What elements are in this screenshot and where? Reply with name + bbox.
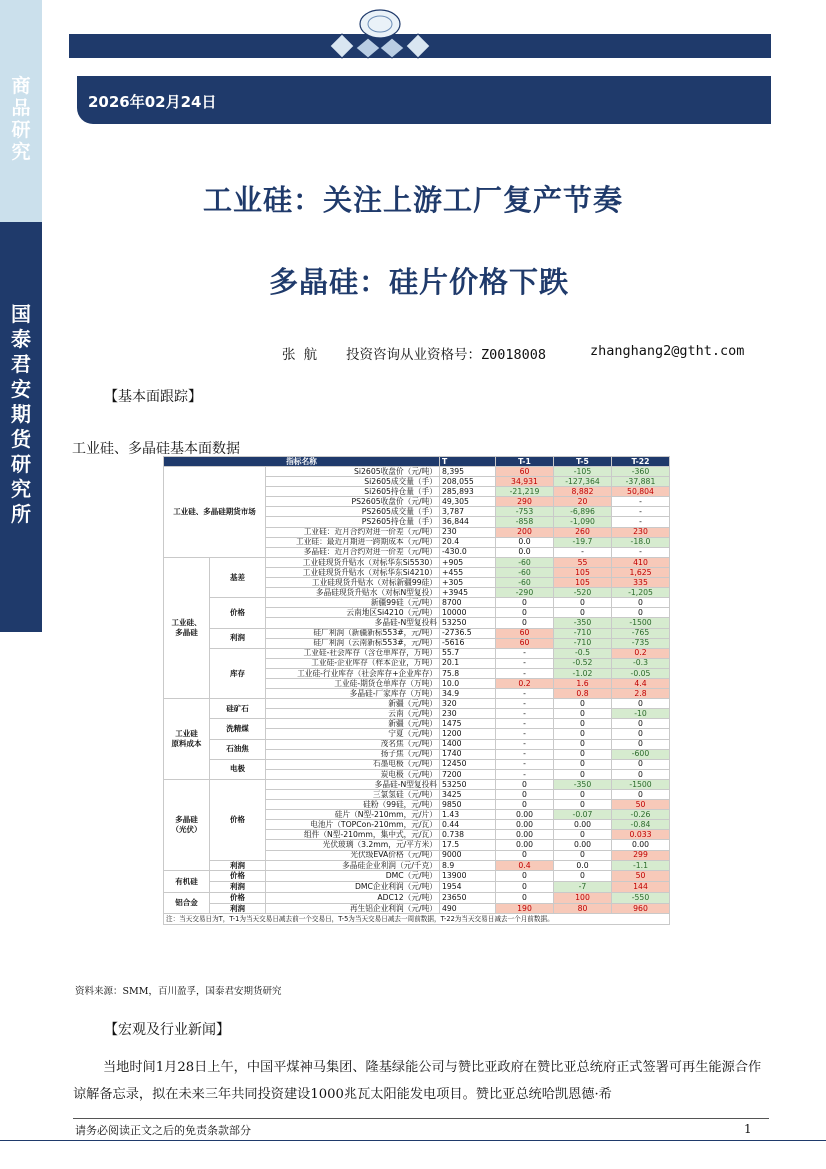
value-t: 3425 — [440, 790, 496, 800]
table-row — [164, 648, 670, 658]
subgroup-silica-ore: 硅矿石 — [210, 699, 266, 719]
change-t1: 200 — [496, 527, 554, 537]
header-t5: T-5 — [554, 457, 612, 467]
change-t1: 0.0 — [496, 547, 554, 557]
indicator-name: 光伏级EVA价格（元/吨） — [266, 850, 440, 860]
change-t1: - — [496, 689, 554, 699]
subgroup-petroleum-coke: 石油焦 — [210, 739, 266, 759]
change-t22: 2.8 — [612, 689, 670, 699]
indicator-name: 工业硅-期货仓单库存（万吨） — [266, 678, 440, 688]
change-t1: 0.4 — [496, 860, 554, 871]
indicator-name: Si2605成交量（手） — [266, 477, 440, 487]
change-t1: 0 — [496, 800, 554, 810]
change-t22: 50 — [612, 800, 670, 810]
value-t: 0.44 — [440, 820, 496, 830]
change-t22: -765 — [612, 628, 670, 638]
change-t5: 100 — [554, 892, 612, 903]
author-email[interactable]: zhanghang2@gtht.com — [590, 343, 745, 359]
value-t: 285,893 — [440, 487, 496, 497]
change-t5: -1.02 — [554, 668, 612, 678]
change-t22: 0.2 — [612, 648, 670, 658]
subgroup-pv-price: 价格 — [210, 779, 266, 860]
value-t: 53250 — [440, 618, 496, 628]
table-caption: 工业硅、多晶硅基本面数据 — [72, 441, 240, 457]
change-t5: -1,090 — [554, 517, 612, 527]
fundamentals-table — [163, 456, 670, 925]
indicator-name: 多晶硅-N型复投料 — [266, 618, 440, 628]
table-row — [164, 628, 670, 638]
value-t: 34.9 — [440, 689, 496, 699]
change-t1: 290 — [496, 497, 554, 507]
change-t22: -18.0 — [612, 537, 670, 547]
change-t1: 0 — [496, 790, 554, 800]
change-t22: 50,804 — [612, 487, 670, 497]
change-t5: 0 — [554, 598, 612, 608]
change-t22: 0 — [612, 790, 670, 800]
change-t1: 190 — [496, 903, 554, 914]
change-t5: -105 — [554, 467, 612, 477]
change-t1: -60 — [496, 578, 554, 588]
change-t5: -7 — [554, 882, 612, 893]
table-row — [164, 598, 670, 608]
change-t1: - — [496, 648, 554, 658]
value-t: -430.0 — [440, 547, 496, 557]
table-row — [164, 739, 670, 749]
value-t: 23650 — [440, 892, 496, 903]
change-t5: 0 — [554, 719, 612, 729]
change-t22: 0 — [612, 739, 670, 749]
change-t1: 60 — [496, 467, 554, 477]
table-header-row — [164, 457, 670, 467]
indicator-name: 多晶硅-N型复投料 — [266, 779, 440, 789]
header-t22: T-22 — [612, 457, 670, 467]
change-t1: 0.00 — [496, 840, 554, 850]
indicator-name: PS2605收盘价（元/吨） — [266, 497, 440, 507]
change-t1: 0 — [496, 892, 554, 903]
value-t: 3,787 — [440, 507, 496, 517]
indicator-name: 新疆99硅（元/吨） — [266, 598, 440, 608]
change-t5: 105 — [554, 567, 612, 577]
subgroup-dmc-price: 价格 — [210, 871, 266, 882]
indicator-name: 再生铝企业利润（元/吨） — [266, 903, 440, 914]
change-t22: -735 — [612, 638, 670, 648]
change-t1: 34,931 — [496, 477, 554, 487]
change-t1: - — [496, 749, 554, 759]
indicator-name: 茂名焦（元/吨） — [266, 739, 440, 749]
report-date: 2026年02月24日 — [88, 93, 217, 111]
change-t22: 144 — [612, 882, 670, 893]
section-news: 【宏观及行业新闻】 — [104, 1022, 230, 1038]
change-t1: 0 — [496, 779, 554, 789]
value-t: 36,844 — [440, 517, 496, 527]
change-t5: 105 — [554, 578, 612, 588]
change-t22: -0.84 — [612, 820, 670, 830]
group-polysilicon-pv: 多晶硅 （光伏） — [164, 779, 210, 871]
change-t22: -0.05 — [612, 668, 670, 678]
value-t: +305 — [440, 578, 496, 588]
group-aluminum-alloy: 铝合金 — [164, 892, 210, 914]
indicator-name: 扬子焦（元/吨） — [266, 749, 440, 759]
value-t: -2736.5 — [440, 628, 496, 638]
value-t: 75.8 — [440, 668, 496, 678]
author-license: 投资咨询从业资格号：Z0018008 — [346, 347, 547, 363]
change-t1: -753 — [496, 507, 554, 517]
table-row — [164, 871, 670, 882]
report-title-industrial-silicon: 工业硅：关注上游工厂复产节奏 — [202, 183, 623, 217]
value-t: 1740 — [440, 749, 496, 759]
change-t22: 1,625 — [612, 567, 670, 577]
indicator-name: 工业硅现货升贴水（对标华东Si4210） — [266, 567, 440, 577]
change-t5: -0.5 — [554, 648, 612, 658]
change-t22: 335 — [612, 578, 670, 588]
value-t: 208,055 — [440, 477, 496, 487]
change-t22: -0.3 — [612, 658, 670, 668]
indicator-name: Si2605收盘价（元/吨） — [266, 467, 440, 477]
change-t22: 0 — [612, 699, 670, 709]
table-row — [164, 882, 670, 893]
change-t1: 0.00 — [496, 830, 554, 840]
change-t22: 4.4 — [612, 678, 670, 688]
change-t5: -350 — [554, 779, 612, 789]
bottom-divider — [0, 1140, 826, 1141]
news-paragraph: 当地时间1月28日上午，中国平煤神马集团、隆基绿能公司与赞比亚政府在赞比亚总统府正式签署可再生能源合作谅解备忘录，拟在未来三年共同投资建设1000兆瓦太阳能发电项目。赞比亚总统哈凯恩德·希 — [73, 1060, 762, 1102]
indicator-name: 工业硅现货升贴水（对标新疆99硅） — [266, 578, 440, 588]
change-t1: -21,219 — [496, 487, 554, 497]
change-t5: -19.7 — [554, 537, 612, 547]
change-t1: - — [496, 719, 554, 729]
change-t22: - — [612, 507, 670, 517]
change-t5: -520 — [554, 588, 612, 598]
value-t: 10000 — [440, 608, 496, 618]
value-t: +455 — [440, 567, 496, 577]
value-t: 17.5 — [440, 840, 496, 850]
indicator-name: 多晶硅：近月合约对进一价差（元/吨） — [266, 547, 440, 557]
change-t5: 0 — [554, 729, 612, 739]
group-organic-silicon: 有机硅 — [164, 871, 210, 893]
change-t5: 8,882 — [554, 487, 612, 497]
value-t: 55.7 — [440, 648, 496, 658]
change-t5: 0 — [554, 790, 612, 800]
data-source: 资料来源：SMM，百川盈孚，国泰君安期货研究 — [75, 986, 282, 997]
change-t1: -60 — [496, 557, 554, 567]
subgroup-basis: 基差 — [210, 557, 266, 597]
change-t22: -1500 — [612, 779, 670, 789]
header-t1: T-1 — [496, 457, 554, 467]
indicator-name: 工业硅现货升贴水（对标华东Si5530） — [266, 557, 440, 567]
change-t22: 0 — [612, 729, 670, 739]
table-row — [164, 903, 670, 914]
indicator-name: 炭电极（元/吨） — [266, 769, 440, 779]
table-row — [164, 699, 670, 709]
subgroup-washed-coal: 洗精煤 — [210, 719, 266, 739]
change-t22: 50 — [612, 871, 670, 882]
subgroup-dmc-profit: 利润 — [210, 882, 266, 893]
change-t5: -0.52 — [554, 658, 612, 668]
table-row — [164, 892, 670, 903]
change-t5: 80 — [554, 903, 612, 914]
indicator-name: 工业硅-行业库存（社会库存+企业库存） — [266, 668, 440, 678]
change-t5: 20 — [554, 497, 612, 507]
indicator-name: 硅片（N型-210mm，元/片） — [266, 810, 440, 820]
group-raw-material-cost: 工业硅 原料成本 — [164, 699, 210, 780]
change-t5: -710 — [554, 628, 612, 638]
table-row — [164, 719, 670, 729]
sidebar-category: 商 品 研 究 — [11, 75, 31, 163]
change-t22: -360 — [612, 467, 670, 477]
value-t: 1400 — [440, 739, 496, 749]
table-note: 注：当天交易日为T，T-1为当天交易日减去前一个交易日，T-5为当天交易日减去一周前数据，T-22为当天交易日减去一个月前数据。 — [164, 914, 670, 925]
author-name: 张 航 — [282, 347, 318, 363]
indicator-name: 三氯氢硅（元/吨） — [266, 790, 440, 800]
indicator-name: DMC企业利润（元/吨） — [266, 882, 440, 893]
change-t5: -127,364 — [554, 477, 612, 487]
change-t22: 0.00 — [612, 840, 670, 850]
change-t5: 0.8 — [554, 689, 612, 699]
subgroup-electrode: 电极 — [210, 759, 266, 779]
subgroup-pv-profit: 利润 — [210, 860, 266, 871]
change-t22: 410 — [612, 557, 670, 567]
change-t22: -10 — [612, 709, 670, 719]
change-t22: 960 — [612, 903, 670, 914]
indicator-name: 多晶硅企业利润（元/千克） — [266, 860, 440, 871]
diamond-logo-icon — [320, 2, 440, 60]
change-t5: 0 — [554, 608, 612, 618]
value-t: -5616 — [440, 638, 496, 648]
change-t22: 0 — [612, 608, 670, 618]
change-t1: - — [496, 668, 554, 678]
change-t22: 0 — [612, 719, 670, 729]
change-t5: 0 — [554, 699, 612, 709]
indicator-name: 石墨电极（元/吨） — [266, 759, 440, 769]
indicator-name: 工业硅：最近月期进一跨期成本（元/吨） — [266, 537, 440, 547]
change-t5: - — [554, 547, 612, 557]
table-row — [164, 467, 670, 477]
change-t1: -858 — [496, 517, 554, 527]
value-t: 13900 — [440, 871, 496, 882]
indicator-name: PS2605持仓量（手） — [266, 517, 440, 527]
change-t22: -550 — [612, 892, 670, 903]
change-t5: 0.0 — [554, 860, 612, 871]
indicator-name: DMC（元/吨） — [266, 871, 440, 882]
table-row — [164, 779, 670, 789]
indicator-name: Si2605持仓量（手） — [266, 487, 440, 497]
change-t22: 0 — [612, 769, 670, 779]
indicator-name: 多晶硅-厂家库存（万吨） — [266, 689, 440, 699]
indicator-name: 工业硅：近月合约对进一价差（元/吨） — [266, 527, 440, 537]
indicator-name: 云南（元/吨） — [266, 709, 440, 719]
value-t: 20.4 — [440, 537, 496, 547]
change-t5: 0 — [554, 800, 612, 810]
change-t5: 0 — [554, 759, 612, 769]
change-t1: - — [496, 739, 554, 749]
change-t22: - — [612, 547, 670, 557]
value-t: 7200 — [440, 769, 496, 779]
change-t1: 0 — [496, 608, 554, 618]
indicator-name: 宁夏（元/吨） — [266, 729, 440, 739]
report-title-polysilicon: 多晶硅：硅片价格下跌 — [268, 265, 569, 299]
table-row — [164, 759, 670, 769]
header-t: T — [440, 457, 496, 467]
subgroup-adc-price: 价格 — [210, 892, 266, 903]
subgroup-price: 价格 — [210, 598, 266, 628]
change-t22: -1,205 — [612, 588, 670, 598]
indicator-name: 多晶硅现货升贴水（对标N型复投） — [266, 588, 440, 598]
change-t5: 0 — [554, 830, 612, 840]
change-t22: -37,881 — [612, 477, 670, 487]
value-t: 0.738 — [440, 830, 496, 840]
change-t1: 0.0 — [496, 537, 554, 547]
subgroup-profit: 利润 — [210, 628, 266, 648]
value-t: +3945 — [440, 588, 496, 598]
change-t22: 0.033 — [612, 830, 670, 840]
change-t1: 0 — [496, 871, 554, 882]
change-t1: -60 — [496, 567, 554, 577]
change-t22: - — [612, 497, 670, 507]
change-t5: -0.07 — [554, 810, 612, 820]
change-t5: -350 — [554, 618, 612, 628]
indicator-name: 工业硅-企业库存（样本企业，万吨） — [266, 658, 440, 668]
indicator-name: 工业硅-社会库存（含仓单库存，万吨） — [266, 648, 440, 658]
value-t: 12450 — [440, 759, 496, 769]
change-t22: - — [612, 517, 670, 527]
value-t: 8700 — [440, 598, 496, 608]
change-t1: 0 — [496, 850, 554, 860]
value-t: 9850 — [440, 800, 496, 810]
value-t: +905 — [440, 557, 496, 567]
change-t1: - — [496, 658, 554, 668]
change-t1: - — [496, 759, 554, 769]
table-row — [164, 557, 670, 567]
change-t5: 0 — [554, 709, 612, 719]
change-t1: 0 — [496, 598, 554, 608]
change-t1: 60 — [496, 628, 554, 638]
change-t5: 0 — [554, 749, 612, 759]
change-t1: - — [496, 729, 554, 739]
change-t5: 0.00 — [554, 820, 612, 830]
sidebar-company: 国 泰 君 安 期 货 研 究 所 — [11, 302, 31, 526]
change-t22: 0 — [612, 759, 670, 769]
change-t5: 0 — [554, 769, 612, 779]
change-t5: 0 — [554, 850, 612, 860]
change-t5: 0.00 — [554, 840, 612, 850]
subgroup-adc-profit: 利润 — [210, 903, 266, 914]
g1-group: 工业硅、多晶硅期货市场 — [164, 467, 266, 558]
indicator-name: PS2605成交量（手） — [266, 507, 440, 517]
table-row — [164, 860, 670, 871]
indicator-name: 组件（N型-210mm，集中式，元/瓦） — [266, 830, 440, 840]
value-t: 49,305 — [440, 497, 496, 507]
value-t: 1.43 — [440, 810, 496, 820]
indicator-name: 新疆（元/吨） — [266, 719, 440, 729]
change-t5: 0 — [554, 871, 612, 882]
change-t1: 0 — [496, 618, 554, 628]
change-t5: 1.6 — [554, 678, 612, 688]
indicator-name: 硅厂利润（云南新标553#，元/吨） — [266, 638, 440, 648]
change-t22: -1.1 — [612, 860, 670, 871]
page-number: 1 — [744, 1122, 752, 1136]
indicator-name: 硅粉（99硅，元/吨） — [266, 800, 440, 810]
value-t: 1200 — [440, 729, 496, 739]
indicator-name: 硅厂利润（新疆新标553#，元/吨） — [266, 628, 440, 638]
value-t: 1475 — [440, 719, 496, 729]
value-t: 10.0 — [440, 678, 496, 688]
indicator-name: 电池片（TOPCon-210mm，元/瓦） — [266, 820, 440, 830]
value-t: 490 — [440, 903, 496, 914]
change-t22: -0.26 — [612, 810, 670, 820]
change-t1: 60 — [496, 638, 554, 648]
change-t22: -1500 — [612, 618, 670, 628]
indicator-name: 云南地区Si4210（元/吨） — [266, 608, 440, 618]
subgroup-stock: 库存 — [210, 648, 266, 698]
change-t22: 299 — [612, 850, 670, 860]
change-t5: -710 — [554, 638, 612, 648]
change-t1: -290 — [496, 588, 554, 598]
value-t: 8,395 — [440, 467, 496, 477]
change-t22: 230 — [612, 527, 670, 537]
change-t1: 0.2 — [496, 678, 554, 688]
change-t1: 0 — [496, 882, 554, 893]
table-note-row — [164, 914, 670, 925]
change-t5: -6,896 — [554, 507, 612, 517]
indicator-name: 新疆（元/吨） — [266, 699, 440, 709]
change-t5: 260 — [554, 527, 612, 537]
change-t1: 0.00 — [496, 810, 554, 820]
indicator-name: ADC12（元/吨） — [266, 892, 440, 903]
value-t: 230 — [440, 527, 496, 537]
change-t1: 0.00 — [496, 820, 554, 830]
footer-disclaimer: 请务必阅读正文之后的免责条款部分 — [75, 1124, 251, 1137]
value-t: 8.9 — [440, 860, 496, 871]
change-t22: 0 — [612, 598, 670, 608]
value-t: 20.1 — [440, 658, 496, 668]
section-fundamentals: 【基本面跟踪】 — [104, 389, 202, 405]
value-t: 1954 — [440, 882, 496, 893]
value-t: 53250 — [440, 779, 496, 789]
change-t1: - — [496, 709, 554, 719]
change-t1: - — [496, 769, 554, 779]
value-t: 9000 — [440, 850, 496, 860]
group-industrial-polysilicon: 工业硅、 多晶硅 — [164, 557, 210, 698]
indicator-name: 光伏玻璃（3.2mm，元/平方米） — [266, 840, 440, 850]
change-t5: 55 — [554, 557, 612, 567]
change-t5: 0 — [554, 739, 612, 749]
change-t22: -600 — [612, 749, 670, 759]
footer-divider — [73, 1118, 769, 1119]
header-indicator: 指标名称 — [164, 457, 440, 467]
value-t: 320 — [440, 699, 496, 709]
change-t1: - — [496, 699, 554, 709]
value-t: 230 — [440, 709, 496, 719]
